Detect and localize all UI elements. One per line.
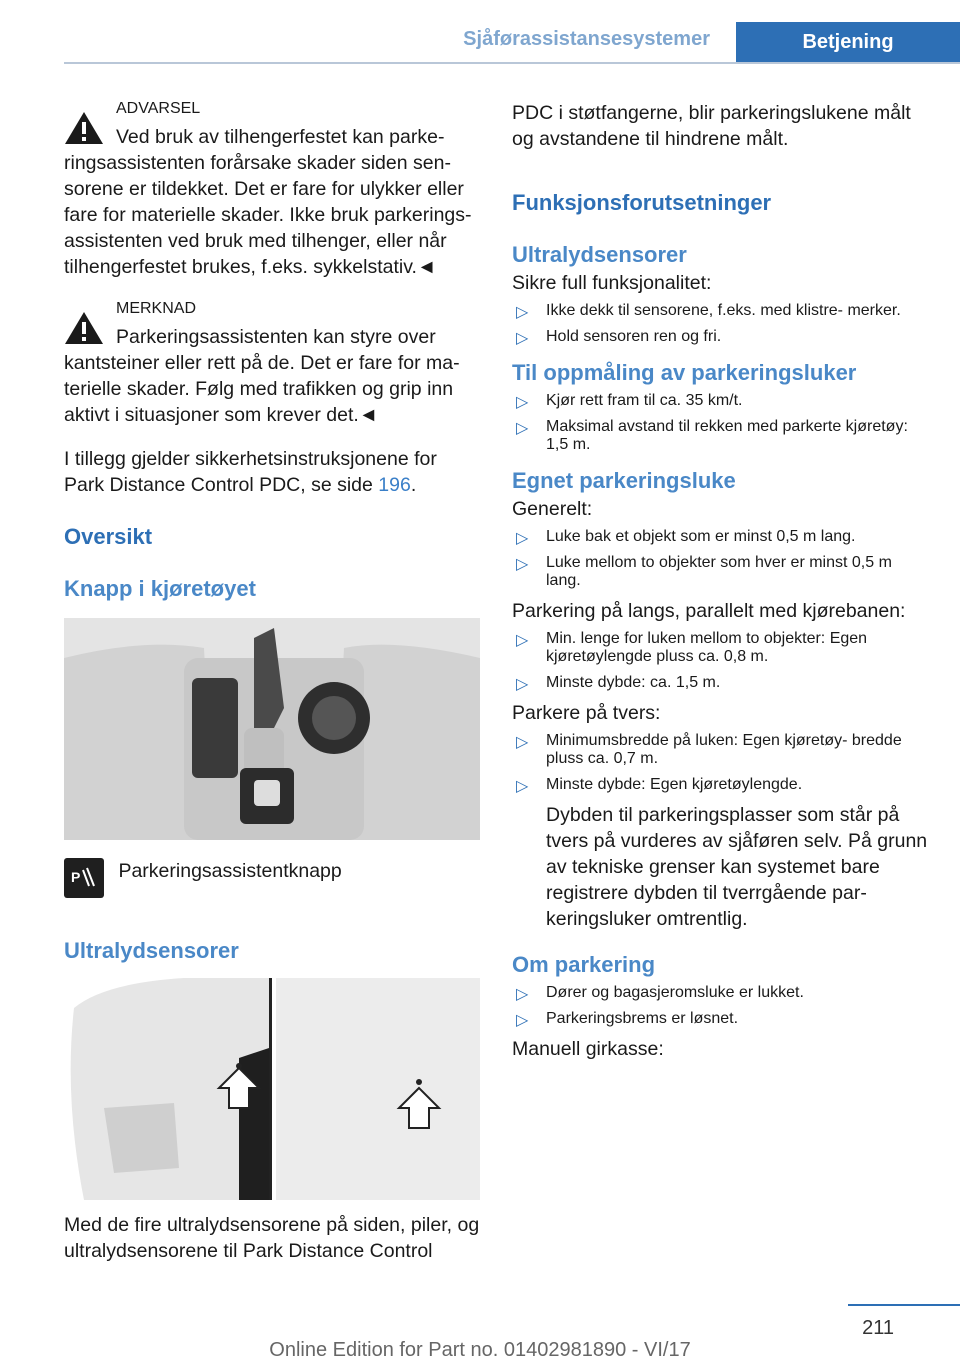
- header-section-title: Sjåførassistansesystemer: [463, 28, 710, 50]
- list-item: ▷ Luke bak et objekt som er minst 0,5 m lang.: [516, 528, 856, 547]
- list-item: ▷ Minimumsbredde på luken: Egen kjøretøy- bredde pluss ca. 0,7 m.: [516, 732, 902, 767]
- list-item: ▷ Parkeringsbrems er løsnet.: [516, 1010, 739, 1029]
- page-number: 211: [862, 1317, 894, 1339]
- parking-assist-icon: [64, 858, 104, 898]
- warning-triangle-icon: [64, 110, 104, 146]
- bullet-triangle-icon: ▷: [516, 420, 529, 437]
- heading-ultralyd-right: Ultralydsensorer: [512, 242, 687, 267]
- warning-text: Ved bruk av tilhengerfestet kan parke- ringsassistenten forårsake skader siden sen- sorene er tildekket. Det er fare for ulykker eller fare for materielle skader. Ikke bruk parkerings- assistenten ved bruk med tilhenger, eller når tilhengerfestet brukes, f.eks. sykkelstativ.◄: [64, 126, 472, 278]
- bullet-triangle-icon: ▷: [516, 986, 529, 1003]
- list-item: ▷ Ikke dekk til sensorene, f.eks. med klistre- merker.: [516, 302, 901, 321]
- warning-block-merknad: [64, 300, 480, 428]
- left-column: [64, 100, 480, 1264]
- bullet-triangle-icon: ▷: [516, 778, 529, 795]
- button-caption: Parkeringsassistentknapp: [118, 860, 342, 882]
- bullet-triangle-icon: ▷: [516, 632, 529, 649]
- sensor-photo: [64, 978, 480, 1200]
- bullet-triangle-icon: ▷: [516, 1012, 529, 1029]
- warning-title: ADVARSEL: [116, 100, 201, 117]
- tvers-note: Dybden til parkeringsplasser som står på tvers på vurderes av sjåføren selv. På grunn av tekniske grenser kan systemet bare registrere dybden til tverrgående par- keringsluker omtrentlig.: [546, 804, 928, 930]
- edition-footer: Online Edition for Part no. 01402981890 - VI/17: [269, 1339, 691, 1361]
- page-link[interactable]: 196: [378, 474, 411, 496]
- list-item: ▷ Hold sensoren ren og fri.: [516, 328, 722, 347]
- bullet-triangle-icon: ▷: [516, 676, 529, 693]
- header-rule: [64, 62, 960, 64]
- heading-oversikt: Oversikt: [64, 524, 153, 549]
- manuell-label: Manuell girkasse:: [512, 1038, 664, 1060]
- heading-knapp: Knapp i kjøretøyet: [64, 576, 256, 601]
- list-item: ▷ Minste dybde: ca. 1,5 m.: [516, 674, 721, 693]
- pdc-paragraph: PDC i støtfangerne, blir parkeringslukene målt og avstandene til hindrene målt.: [512, 102, 911, 150]
- heading-egnet: Egnet parkeringsluke: [512, 468, 736, 493]
- sensor-paragraph: Med de fire ultralydsensorene på siden, piler, og ultralydsensorene til Park Distance Control: [64, 1214, 480, 1262]
- warning-triangle-icon: [64, 310, 104, 346]
- svg-text:P: P: [71, 869, 81, 885]
- list-item: ▷ Dører og bagasjeromsluke er lukket.: [516, 984, 804, 1003]
- bullet-triangle-icon: ▷: [516, 394, 529, 411]
- warning-title: MERKNAD: [116, 300, 197, 317]
- langs-label: Parkering på langs, parallelt med kjørebanen:: [512, 600, 906, 622]
- list-item: ▷ Luke mellom to objekter som hver er minst 0,5 m lang.: [516, 554, 892, 589]
- heading-oppmaling: Til oppmåling av parkeringsluker: [512, 360, 857, 385]
- right-column: [512, 100, 928, 1062]
- heading-ultralyd: Ultralydsensorer: [64, 938, 239, 963]
- list-item: ▷ Minste dybde: Egen kjøretøylengde.: [516, 776, 803, 795]
- button-caption-row: [64, 858, 480, 898]
- list-item: ▷ Kjør rett fram til ca. 35 km/t.: [516, 392, 743, 411]
- ultra-intro: Sikre full funksjonalitet:: [512, 272, 712, 294]
- bullet-triangle-icon: ▷: [516, 304, 529, 321]
- console-photo: [64, 618, 480, 840]
- heading-funksjonsforutsetninger: Funksjonsforutsetninger: [512, 190, 772, 215]
- page-header: [0, 0, 960, 62]
- footer-rule: [848, 1304, 960, 1306]
- warning-text: Parkeringsassistenten kan styre over kantsteiner eller rett på de. Det er fare for ma- terielle skader. Følg med trafikken og grip inn aktivt i situasjoner som krever det.◄: [64, 326, 460, 426]
- bullet-triangle-icon: ▷: [516, 734, 529, 751]
- tvers-label: Parkere på tvers:: [512, 702, 661, 724]
- bullet-triangle-icon: ▷: [516, 330, 529, 347]
- bullet-triangle-icon: ▷: [516, 530, 529, 547]
- warning-block-advarsel: [64, 100, 480, 280]
- header-chapter-tab[interactable]: Betjening: [736, 22, 960, 62]
- safety-paragraph: I tillegg gjelder sikkerhetsinstruksjonene for Park Distance Control PDC, se side 196.: [64, 448, 437, 496]
- list-item: ▷ Min. lenge for luken mellom to objekter: Egen kjøretøylengde pluss ca. 0,8 m.: [516, 630, 868, 665]
- bullet-triangle-icon: ▷: [516, 556, 529, 573]
- list-item: ▷ Maksimal avstand til rekken med parkerte kjøretøy: 1,5 m.: [516, 418, 908, 453]
- heading-om-parkering: Om parkering: [512, 952, 656, 977]
- generelt-label: Generelt:: [512, 498, 593, 520]
